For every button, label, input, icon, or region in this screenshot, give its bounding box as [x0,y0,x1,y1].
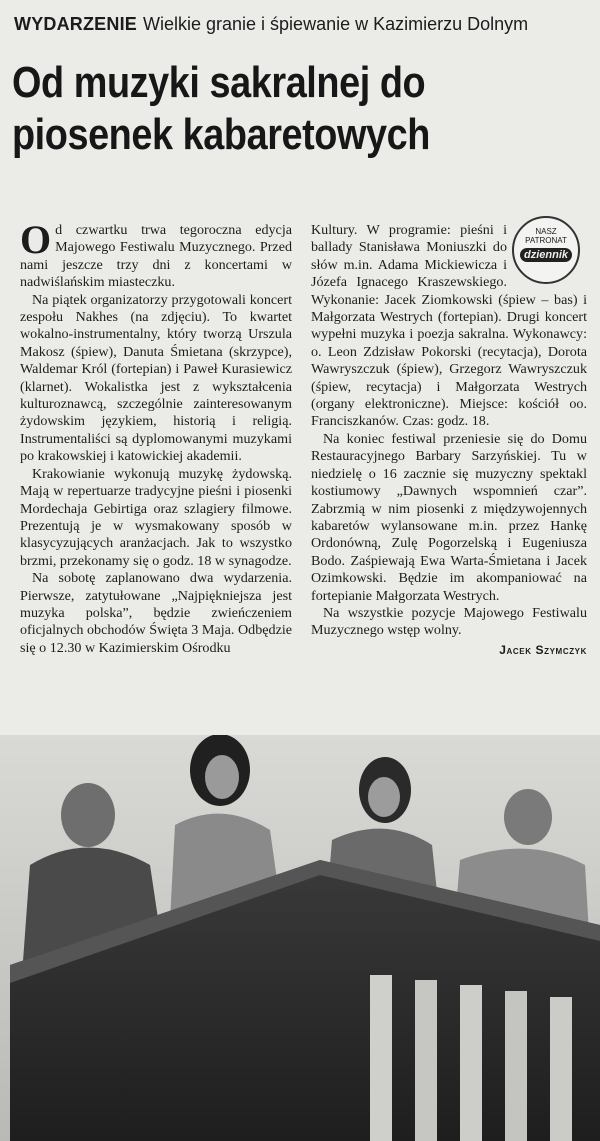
headline [12,57,511,161]
headline-line-1: Od muzyki sakralnej do [12,58,426,107]
band-photo [0,735,600,1141]
kicker-tag: WYDARZENIE [14,14,137,34]
byline: Jacek Szymczyk [499,642,587,657]
paragraph-4: Na sobotę zaplanowano dwa wydarzenia. Pierwsze, zatytułowane „Najpiękniejsza jest muzyka polska”, będzie zwieńczeniem oficjalnych obchodów Święta 3 Maja. Odbędzie się o 12.30 w Kazimierskim Ośrodku [20,570,292,656]
paragraph-5: Kultury. W programie: pieśni i ballady Stanisława Moniuszki do słów m.in. Adama Mickiewicza i Józefa Ignacego Kraszewskiego. Wykonanie: Jacek Ziomkowski (śpiew – bas) i Małgorzata Westrych (fortepian). Drugi koncert wypełni muzyka i poezja sakralna. Wykonawcy: o. Leon Zdzisław Pokorski (recytacja), Dorota Wawryszczuk (śpiew), Grzegorz Wawryszczuk (śpiew, recytacja) i Małgorzata Westrych (organy elektroniczne). Miejsce: kościół oo. Franciszkanów. Czas: godz. 18. [311,222,587,430]
paragraph-1-text: d czwartku trwa tegoroczna edycja Majowego Festiwalu Muzycznego. Przed nami jeszcze trzy dni z koncertami w nadwiślańskim miasteczku. [20,222,292,291]
paragraph-2: Na piątek organizatorzy przygotowali koncert zespołu Nakhes (na zdjęciu). To kwartet wokalno-instrumentalny, który tworzą Urszula Makosz (śpiew), Danuta Śmietana (skrzypce), Waldemar Król (fortepian) i Paweł Kurasiewicz (klarnet). Wokalistka jest z wykształcenia kulturoznawcą, szczególnie zainteresowanym żydowskim językiem, historią i religią. Instrumentaliści są dyplomowanymi muzykami po krakowskiej i katowickiej akademii. [20,291,292,465]
patronage-badge [512,216,580,284]
badge-line-2: PATRONAT [525,236,567,245]
paragraph-7: Na wszystkie pozycje Majowego Festiwalu Muzycznego wstęp wolny. [311,604,587,639]
paragraph-6: Na koniec festiwal przeniesie się do Domu Restauracyjnego Barbary Sarzyńskiej. Tu w niedzielę o 16 zacznie się muzyczny spektakl kostiumowy „Dawnych wspomnień czar”. Zabrzmią w nim piosenki z międzywojennych kabaretów wylansowane m.in. przez Hankę Ordonówną, Zulę Pogorzelską i Eugeniusza Bodo. Zaśpiewają Ewa Warta-Śmietana i Jacek Ozimkowski. Będzie im akompaniować na fortepianie Małgorzata Westrych. [311,430,587,604]
paragraph-1 [20,217,292,292]
paragraph-3: Krakowianie wykonują muzykę żydowską. Mają w repertuarze tradycyjne pieśni i piosenki Mordechaja Gebirtiga oraz szlagiery filmowe. Prezentują je w wysmakowany sposób w klasycyzujących aranżacjach. Jak to wszystko brzmi, przekonamy się o godz. 18 w synagodze. [20,465,292,569]
drop-cap: O [20,217,52,262]
badge-line-1: NASZ [535,227,557,236]
kicker-subtitle: Wielkie granie i śpiewanie w Kazimierzu Dolnym [143,14,529,34]
column-right [311,222,587,659]
headline-line-2: piosenek kabaretowych [12,110,430,159]
kicker [14,13,590,35]
column-left [20,217,292,657]
dziennik-logo: dziennik [520,248,572,262]
